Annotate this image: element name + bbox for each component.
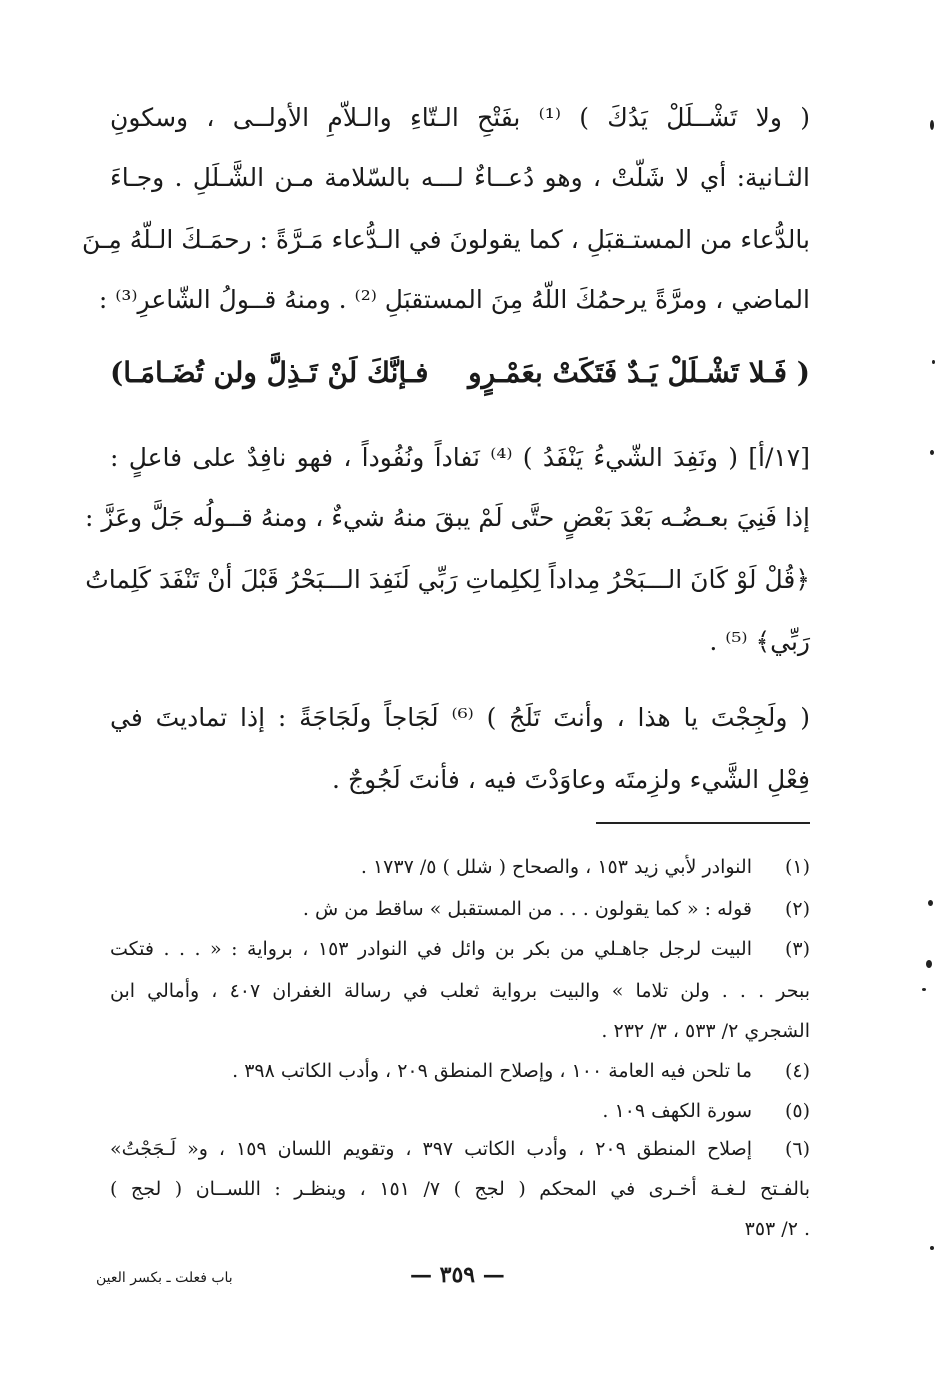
body-line: [١٧/أ] ( ونَفِدَ الشّيءُ يَنْفَدُ ) ⁽⁴⁾ نَفاداً ونُفُوداً ، فهو نافِدٌ على فاعلٍ : [110, 443, 810, 472]
footnote-text: قوله : « كما يقولون . . . من المستقبل » ساقط من ش . [302, 898, 752, 920]
footnote-number: (٣) [784, 938, 810, 960]
footnote-text: ما تلحن فيه العامة ١٠٠ ، وإصلاح المنطق ٢٠٩ ، وأدب الكاتب ٣٩٨ . [232, 1060, 752, 1082]
poetry-verse [110, 356, 810, 396]
verse-second-hemistich: فـإنَّكَ لَنْ تَـذِلَّ ولن تُضَـامَـا) [110, 356, 429, 389]
footnote-number: (٢) [784, 898, 810, 920]
scan-speck [932, 360, 935, 364]
footnote-text: الشجري ٢/ ٥٣٣ ، ٣/ ٢٣٢ . [601, 1020, 810, 1042]
footnote-text: إصلاح المنطق ٢٠٩ ، وأدب الكاتب ٣٩٧ ، وتقويم اللسان ١٥٩ ، و« لَـجَجْتُ» [110, 1138, 753, 1160]
quran-verse-line: ﴿قُلْ لَوْ كَانَ الـــبَحْرُ مِداداً لِكلِماتِ رَبِّي لَنَفِدَ الـــبَحْرُ قَبْلَ أنْ تَنْفَدَ كَلِماتُ [85, 565, 810, 594]
body-line: بالدُّعاء من المستـقبَلِ ، كما يقولونَ في الـدُّعاء مَـرَّةً : رحمَـكَ الـلّهُ مِـنَ [82, 225, 810, 254]
footnote-text: ٢/ ٣٥٣ . [744, 1218, 810, 1240]
footnote-number: (٦) [784, 1138, 810, 1160]
verse-first-hemistich: ( فَـلا تَشْـلَلْ يَـدٌ فَتَكَتْ بعَمْـرٍو [468, 356, 810, 389]
chapter-running-title: باب فعلت ـ بكسر العين [96, 1270, 233, 1286]
footnote-number: (١) [784, 856, 810, 878]
footnote-number: (٤) [784, 1060, 810, 1082]
scan-speck [926, 960, 932, 968]
footnote-text: ببحر . . . ولن تلاما » والبيت برواية ثعلب في رسالة الغفران ٤٠٧ ، وأمالي ابن [110, 980, 811, 1002]
footnote-separator [596, 822, 810, 824]
scan-speck [928, 900, 933, 906]
scan-speck [930, 120, 934, 130]
body-line: الماضي ، ومرَّةً يرحمُكَ اللّهُ مِنَ المستقبَلِ ⁽²⁾ . ومنهُ قــولُ الشّاعرِ⁽³⁾ : [98, 285, 810, 314]
body-line: ( ولَجِجْتَ يا هذا ، وأنتَ تَلَجُ ) ⁽⁶⁾ لَجَاجاً ولَجَاجَةً : إذا تماديتَ في [110, 703, 810, 732]
footnote-number: (٥) [784, 1100, 810, 1122]
body-line: فِعْلِ الشَّيء ولزِمتَه وعاوَدْتَ فيه ، فأنتَ لَجُوجٌ . [332, 765, 810, 794]
body-line: ( ولا تَشْــلَلْ يَدُكَ ) ⁽¹⁾ بفَتْحِ الـتّاءِ والـلاّمِ الأولــى ، وسكونِ [110, 103, 810, 132]
footnote-text: النوادر لأبي زيد ١٥٣ ، والصحاح ( شلل ) ٥/ ١٧٣٧ . [360, 856, 752, 878]
footnote-text: سورة الكهف ١٠٩ . [602, 1100, 752, 1122]
scan-speck [930, 450, 934, 455]
quran-verse-line: رَبِّي﴾ ⁽⁵⁾ . [709, 627, 810, 656]
footnote-text: بالفـتح لـغـة أخـرى في المحكم ( لجج ) ٧/ ١٥١ ، وينظـر : اللســان ( لجج ) [110, 1178, 810, 1200]
scan-speck [922, 988, 926, 991]
body-line: الثـانية: أي لا شَلّتْ ، وهو دُعــاءٌ لـــه بالسّلامة مـن الشَّـلَلِ . وجـاءَ [110, 163, 810, 192]
body-line: إذا فَنِيَ بعـضُـه بَعْدَ بَعْضٍ حتَّى لَمْ يبقَ منهُ شيءٌ ، ومنهُ قــولُه جَلَّ وعَزَّ : [84, 503, 810, 532]
scan-speck [930, 1246, 934, 1250]
page-number: — ٣٥٩ — [410, 1262, 505, 1288]
footnote-text: البيت لرجل جاهـلي من بكر بن وائل في النوادر ١٥٣ ، برواية : « . . . فتكت [110, 938, 752, 960]
